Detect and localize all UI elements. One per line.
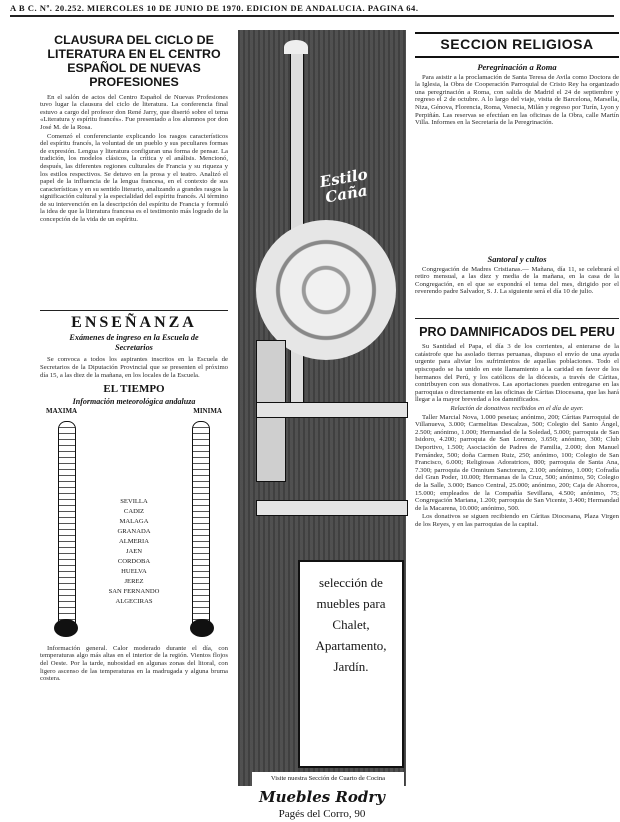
article-paragraph: Relación de donativos recibidos en el día de ayer. <box>450 405 584 413</box>
article-body-peregrinacion <box>415 74 619 250</box>
weather-city: SEVILLA <box>120 497 148 505</box>
page-header: A B C. Nº. 20.252. MIERCOLES 10 DE JUNIO DE 1970. EDICION DE ANDALUCIA. PAGINA 64. <box>10 3 419 13</box>
ad-line: muebles para <box>316 596 386 611</box>
article-subhead-santoral: Santoral y cultos <box>487 253 547 264</box>
weather-city: MALAGA <box>119 517 149 525</box>
article-paragraph: Los donativos se siguen recibiendo en Cáritas Diocesana, Plaza Virgen de los Reyes, y en las parroquias de la capital. <box>415 513 619 528</box>
left-column <box>40 34 228 723</box>
weather-city: CADIZ <box>123 507 145 515</box>
ad-text-lines <box>300 572 402 677</box>
article-paragraph: Información general. Calor moderado durante el día, con temperaturas algo más altas en el interior de la región. Vientos flojos del Oeste. Por la tarde, nubosidad en algunas zonas del litoral, con ligero ascenso de las temperaturas en la madrugada y alguna bruma costera. <box>40 644 228 683</box>
ad-line: Chalet, <box>332 617 370 632</box>
ad-address: Pagés del Corro, 90 <box>278 808 366 820</box>
weather-city: GRANADA <box>117 527 151 535</box>
right-column <box>415 32 619 783</box>
advertisement <box>238 30 406 808</box>
article-headline-peru: PRO DAMNIFICADOS DEL PERU <box>419 325 615 340</box>
thermometer-bulb-min <box>190 619 214 637</box>
ad-shelf <box>256 500 408 516</box>
header-rule <box>10 15 614 17</box>
article-paragraph: Taller Marcial Nova, 1.000 pesetas; anónimo, 200; Cáritas Parroquial de Villanueva, 3.000; Carmelitas Descalzas, 500; Colegio del Santo Ángel, 2.500; anónimo, 1.000; Hermandad de la Soledad, 5.000; parroquia de San Isidoro, 4.200; parroquia de San Lorenzo, 3.650; anónimo, 300; Club Deportivo, 1.500; Asociación de Padres de Familia, 2.000; don Manuel Fernández, 500; doña Carmen Ruiz, 250; anónimo, 100; Colegio de San Francisco, 6.000; Religiosas Adoratrices, 800; parroquia de Santa Ana, 7.300; parroquia de Omnium Sanctorum, 2.100; anónimo, 1.000; Cofradía del Gran Poder, 10.000; Hermanas de la Cruz, 500; anónimo, 50; Colegio de la Salle, 3.000; Banco Central, 25.000; anónimo, 200; Caja de Ahorros, 15.000; empleados de la Compañía Sevillana, 4.500; anónimo, 75; Congregación Mariana, 1.200; parroquia de San Vicente, 3.400; Hermandad de la Macarena, 10.000; anónimo, 500. <box>415 413 619 512</box>
weather-city: ALGECIRAS <box>115 597 153 605</box>
article-paragraph: Congregación de Madres Cristianas.— Mañana, día 11, se celebrará el retiro mensual, a las diez y media de la mañana, en la casa de la Congregación, en el que se expondrá el tema del mes, dirigido por el reverendo padre Salvador, S. J. La siguiente será el día 10 de julio. <box>415 265 619 296</box>
section-title-ensenanza: ENSEÑANZA <box>71 313 197 331</box>
weather-city-list <box>80 497 188 607</box>
article-paragraph: En el salón de actos del Centro Español de Nuevas Profesiones tuvo lugar la clausura del ciclo de literatura. La conferencia final estuvo a cargo del profesor don René Jarry, que disertó sobre el tema «Literatura y espíritu francés». Fue presentado a los alumnos por don José M. de la Rosa. <box>40 93 228 131</box>
wicker-chair <box>256 220 396 360</box>
weather-city: JEREZ <box>124 577 144 585</box>
article-body-examenes <box>40 356 228 379</box>
ad-shelf <box>256 402 408 418</box>
divider <box>40 310 228 311</box>
section-title-religiosa: SECCION RELIGIOSA <box>415 32 619 58</box>
thermometer-min <box>192 421 210 627</box>
article-subhead-peregrinacion: Peregrinación a Roma <box>477 61 557 72</box>
weather-city: SAN FERNANDO <box>108 587 160 595</box>
ad-subline: Visite nuestra Sección de Cuarto de Cocina <box>252 772 404 786</box>
article-subhead-examenes: Exámenes de ingreso en la Escuela de Secretarios <box>69 333 199 353</box>
article-paragraph: Su Santidad el Papa, el día 3 de los corrientes, al enterarse de la catástrofe que ha asolado tierras peruanas, dispuso el envío de una ayuda urgente para aliviar los sufrimientos de aquellas poblaciones. Todo el episcopado se ha unido en este llamamiento a la caridad en favor de los hermanos del Perú, y los católicos de la diócesis, a través de Cáritas, contribuyen con sus donativos. Las aportaciones pueden entregarse en las parroquias o directamente en las oficinas de Cáritas Diocesana, que las hará llegar a la mayor brevedad a los damnificados. <box>415 343 619 404</box>
article-paragraph: Comenzó el conferenciante explicando los rasgos característicos del espíritu francés, la voluntad de un pueblo y sus peculiares formas de expresión. Lengua y literatura configuran una forma de pensar. La tradición, los modelos clásicos, la crítica y el análisis. Mencionó, después, las diferentes regiones culturales de Francia y su riqueza y los estilos respectivos. Se detuvo en la prosa y el teatro. Analizó el papel de la influencia de la lengua francesa, en el contexto de sus características y en su sentido literario, analizando a grandes rasgos la significación cultural y la especialidad del espíritu francés. Al término de su intervención en la descripción del espíritu de Francia y formuló la idea de que la literatura francesa es el testimonio más logrado de la concepción de la vida de un espíritu. <box>40 132 228 224</box>
weather-city: ALMERIA <box>118 537 150 545</box>
article-headline-ciclo-literatura: CLAUSURA DEL CICLO DE LITERATURA EN EL CENTRO ESPAÑOL DE NUEVAS PROFESIONES <box>47 33 221 89</box>
weather-city: JAEN <box>125 547 143 555</box>
ad-line: Apartamento, <box>315 638 387 653</box>
weather-max-label: MAXIMA <box>46 406 78 415</box>
ad-brand-script: Estilo Caña <box>318 165 369 207</box>
weather-subhead: Información meteorológica andaluza <box>72 396 196 406</box>
article-body-santoral <box>415 266 619 312</box>
thermometer-bulb-max <box>54 619 78 637</box>
ad-line: Jardín. <box>333 659 369 674</box>
ad-brand: Muebles Rodry <box>238 786 406 808</box>
ad-line: selección de <box>319 575 383 590</box>
weather-min-label: MINIMA <box>193 406 222 415</box>
weather-column-headers <box>46 407 222 415</box>
article-paragraph: Se convoca a todos los aspirantes inscritos en la Escuela de Secretarios de la Diputación Provincial que se presenten el próximo día 15, a las diez de la mañana, en los locales de la Escuela. <box>40 356 228 379</box>
article-paragraph: Para asistir a la proclamación de Santa Teresa de Avila como Doctora de la Iglesia, la Obra de Cooperación Parroquial de Cristo Rey ha organizado una peregrinación a Roma, con salida de Madrid el 24 de septiembre y regreso el 2 de octubre. A lo largo del viaje, visita de Barcelona, Marsella, Niza, Génova, Florencia, Roma, Venecia, Milán y regreso por Turín, Lyon y Perpiñán. Las reservas se efectúan en las oficinas de la Obra, calle Martín Villa. Informes en la Secretaría de la Peregrinación. <box>415 73 619 127</box>
ad-text-box <box>298 560 404 768</box>
lamp-top <box>284 40 308 54</box>
article-body-ciclo-literatura <box>40 94 228 308</box>
weather-city: CORDOBA <box>117 557 151 565</box>
article-body-peru <box>415 343 619 783</box>
section-title-el-tiempo: EL TIEMPO <box>103 383 165 396</box>
weather-thermometers <box>40 417 228 645</box>
weather-city: HUELVA <box>121 567 147 575</box>
thermometer-max <box>58 421 76 627</box>
weather-body <box>40 645 228 723</box>
divider <box>415 318 619 320</box>
